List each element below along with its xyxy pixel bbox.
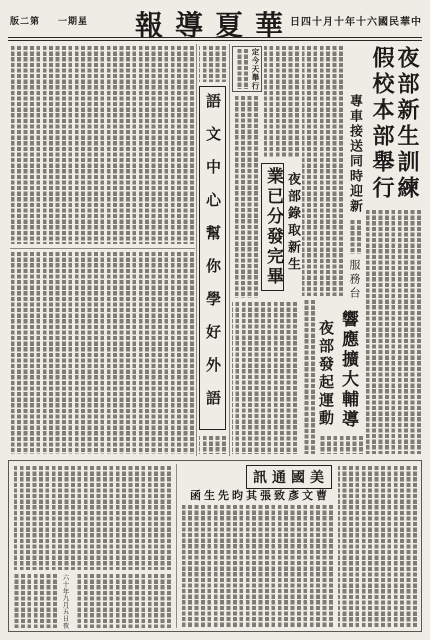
guidance-headline-2: 夜部發起運動	[317, 320, 335, 428]
column-rule	[196, 44, 197, 456]
guidance-headline-1: 響應擴大輔導	[338, 310, 358, 430]
us-letter-body-text-middle	[180, 505, 334, 628]
us-letter-body-text-tail	[76, 574, 172, 628]
meeting-headline-text	[235, 49, 249, 89]
meeting-headline: 定今天舉行	[251, 48, 260, 91]
us-letter-section-title: 美國通訊	[246, 465, 332, 489]
meeting-body-text	[232, 96, 259, 298]
admission-body-text-lower	[232, 302, 298, 454]
language-center-body-text	[10, 46, 195, 244]
service-body-text	[348, 220, 362, 254]
masthead-rule-inner	[8, 40, 422, 41]
us-letter-body-text-left	[14, 466, 172, 570]
us-letter-dateline: 六十年九月五日夜	[61, 574, 70, 629]
column-divider	[10, 248, 195, 249]
weekday-label: 星期一	[58, 17, 89, 27]
edition-label: 第二版	[10, 17, 41, 27]
column-rule	[229, 44, 230, 456]
language-center-body-bottom	[199, 436, 227, 454]
orientation-body-text-lower	[366, 210, 422, 454]
column-rule	[176, 464, 177, 628]
orientation-subhead: 專車接送同時迎新	[347, 94, 362, 214]
masthead-rule	[8, 37, 422, 38]
service-label: 服務台	[348, 259, 361, 301]
masthead-title: 華夏導報	[134, 9, 295, 42]
meeting-notice-box	[232, 46, 262, 92]
orientation-body-text	[302, 46, 344, 296]
us-letter-headline: 曹文彥致張其昀先生函	[190, 489, 330, 502]
admission-headline: 夜部錄取新生	[285, 172, 300, 274]
admission-body-text	[264, 46, 300, 158]
language-center-body-text-lower	[10, 252, 195, 454]
language-center-headline: 語文中心幫你學好外語	[199, 86, 226, 430]
orientation-headline-2: 假校本部舉行	[369, 46, 395, 202]
guidance-body-text-tail	[318, 436, 364, 454]
us-letter-body-text	[338, 466, 418, 628]
language-center-body-top	[199, 46, 227, 82]
orientation-headline-1: 夜部新生訓練	[394, 46, 420, 202]
us-letter-body-text-left-lower	[14, 574, 58, 628]
issue-date: 中華民國六十年十月十四日	[290, 17, 422, 28]
guidance-body-text	[302, 300, 316, 454]
admission-headline-boxed: 業已分發完畢	[261, 163, 284, 291]
